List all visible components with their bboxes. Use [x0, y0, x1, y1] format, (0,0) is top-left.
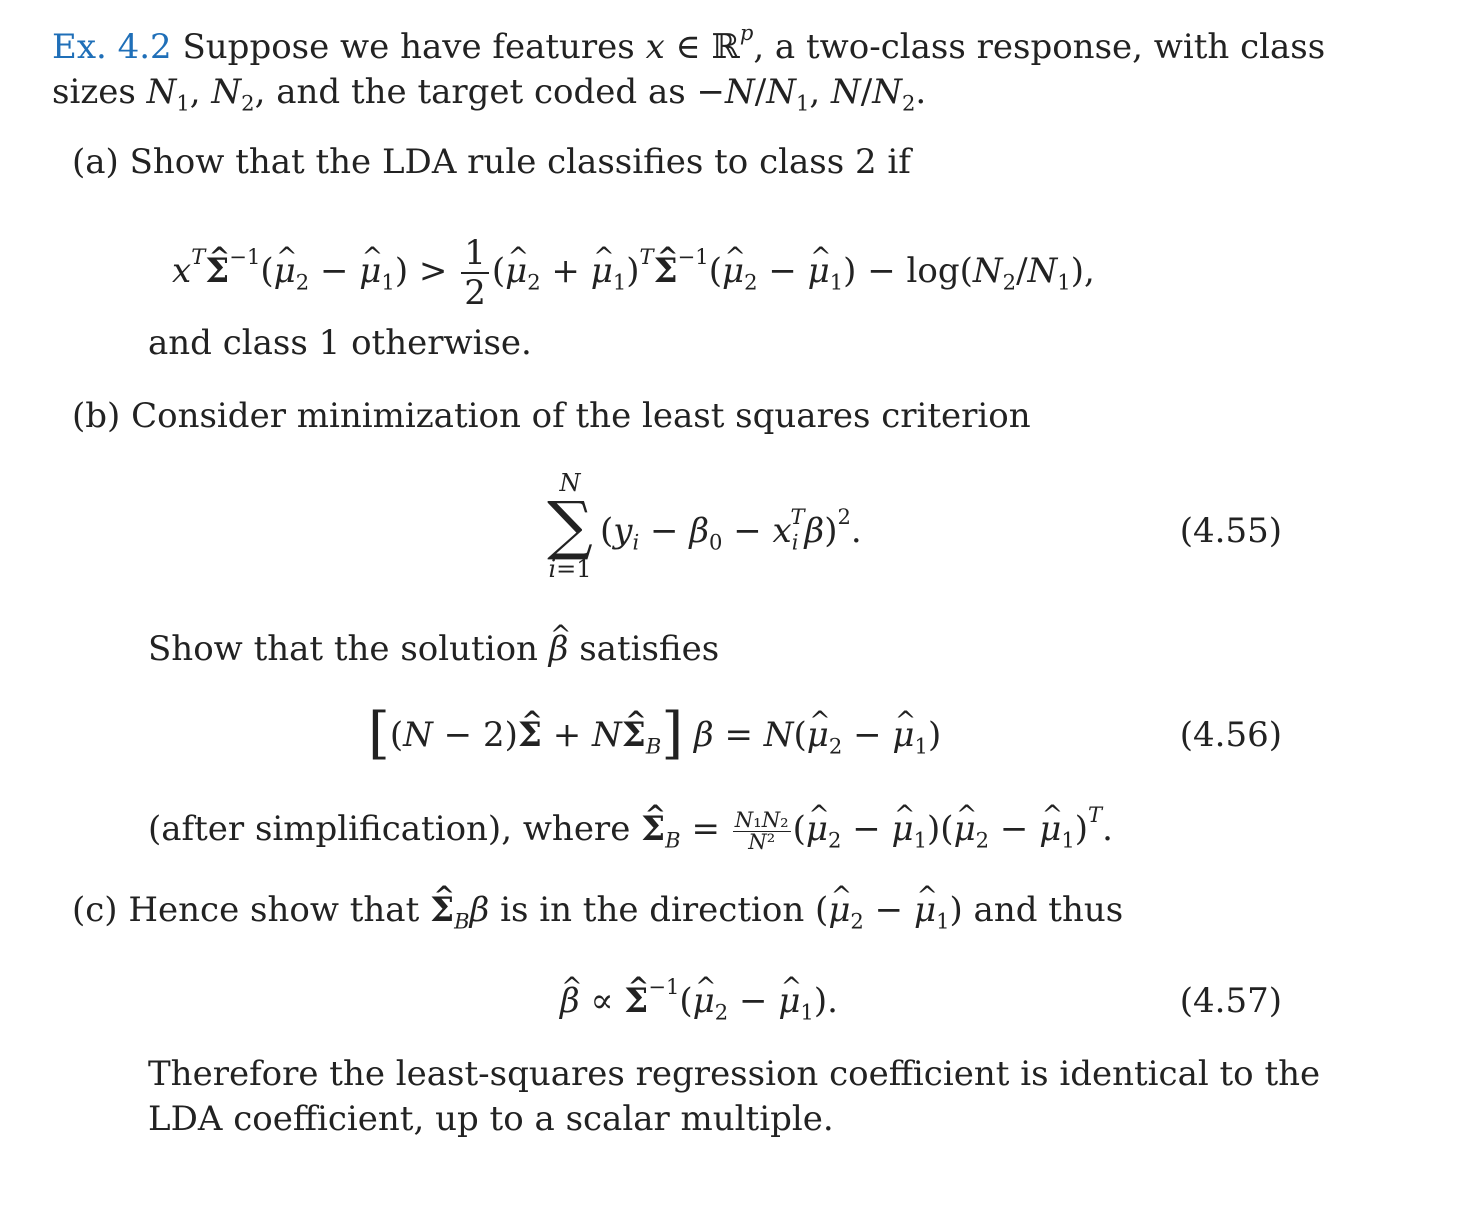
equation-number-4-55: (4.55): [1179, 511, 1282, 551]
part-b-text: Consider minimization of the least squares criterion: [120, 396, 1031, 436]
part-b-heading: [72, 395, 1031, 437]
part-b-after-text: (after simplification), where: [148, 809, 642, 849]
part-c-text-a: Hence show that: [117, 890, 431, 930]
equation-number-4-57: (4.57): [1179, 981, 1282, 1021]
sum-lower-limit: i=1: [548, 555, 592, 583]
sum-operator: [538, 470, 602, 582]
part-b-label: (b): [72, 396, 121, 436]
part-a-label: (a): [72, 142, 119, 182]
intro-text-b: , a two-class response, with class: [753, 27, 1326, 67]
part-b-after-end: .: [1102, 809, 1113, 849]
part-a-after: and class 1 otherwise.: [148, 323, 532, 363]
lda-rule-equation: $x^T\^{}$ $\Sigma^{-1}(\^{}$ $\mu_2$ − ^ $\mu_1$) > $\frac{1}{2}$ (^ $\mu_2$ + ^ $\mu_1)^T\^{}$ $\Sigma^{-1}(\^{}$ $\mu_2$ − ^ $\mu_1) - \log(N_2/N_1)$,: [172, 236, 1095, 310]
normal-equation: [(N − 2)^ Σ + N^ $\Sigma_B$] β = N(^ $\mu_2$ − ^ $\mu_1$): [368, 714, 941, 756]
part-c-label: (c): [72, 890, 118, 930]
exercise-intro-line2: sizes $N_1$, $N_2$, and the target coded as $-N/N_1$, $N/N_2$.: [52, 72, 927, 116]
part-a-heading: [72, 141, 911, 183]
intro-text-a: Suppose we have features: [171, 27, 646, 67]
exercise-intro-line1: Ex. 4.2 Suppose we have features x ∈ ℝ$^p$, a two-class response, with class: [52, 20, 1326, 67]
conclusion-line2: LDA coefficient, up to a scalar multiple.: [148, 1099, 834, 1139]
part-b-show: Show that the solution ^ β satisfies: [148, 628, 719, 670]
conclusion-line1: Therefore the least-squares regression coefficient is identical to the: [148, 1054, 1321, 1094]
equation-number-4-56: (4.56): [1179, 715, 1282, 755]
part-c-heading: (c) Hence show that ^ $\Sigma_B\beta$ is in the direction (^ $\mu_2$ − ^ $\mu_1$) and thus: [72, 889, 1123, 931]
part-c-text-b: is in the direction: [489, 890, 816, 930]
part-b-satisfies-text: satisfies: [568, 629, 720, 669]
sum-upper-limit: N: [559, 469, 581, 497]
proportionality-equation: ^ β ∝ ^ $\Sigma^{-1}(\^{}$ $\mu_2$ − ^ $\mu_1$).: [560, 980, 838, 1022]
least-squares-criterion: $(y_i - \beta_0 - x_i^T\beta)^2$.: [600, 504, 862, 555]
intro-text-d: , and the target coded as: [254, 72, 697, 112]
exercise-label: Ex. 4.2: [52, 27, 172, 67]
part-c-text-c: and thus: [962, 890, 1124, 930]
part-b-after: (after simplification), where ^ $\Sigma_B$ = $\frac{\text{N₁N₂}}{\text{N²}}$ (^ $\mu_2$ − ^ $\mu_1)(\^{}$ $\mu_2$ − ^ $\mu_1)^T$.: [148, 808, 1113, 851]
intro-text-c: sizes: [52, 72, 147, 112]
sigma-symbol: ∑: [547, 489, 593, 563]
part-a-text: Show that the LDA rule classifies to class 2 if: [118, 142, 911, 182]
part-b-show-text: Show that the solution: [148, 629, 549, 669]
